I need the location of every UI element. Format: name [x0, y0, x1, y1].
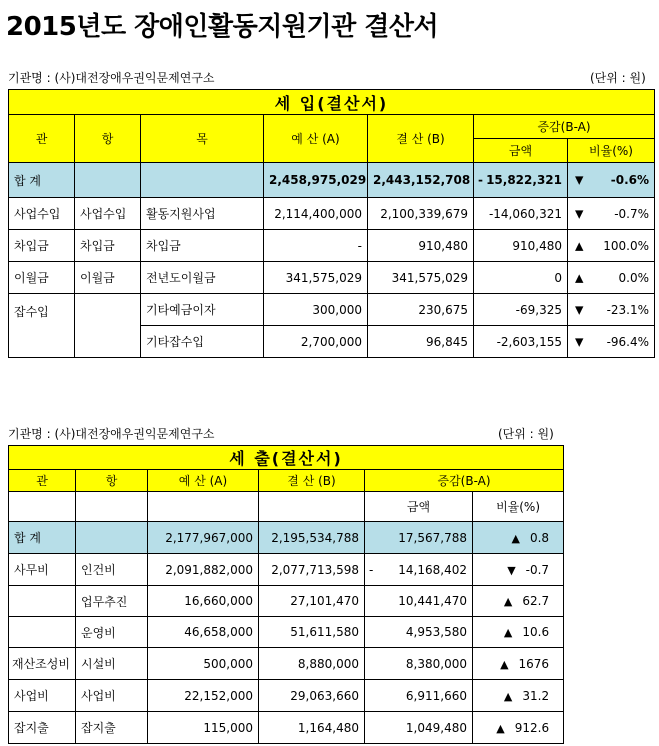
expense-total-label: 합 계 — [9, 522, 76, 554]
expense-rate-value: 1676 — [518, 656, 550, 671]
income-total-amount — [474, 163, 568, 198]
expense-settle: 1,164,480 — [259, 712, 365, 744]
income-mok: 전년도이월금 — [141, 262, 264, 294]
expense-gwan: 잡지출 — [9, 712, 76, 744]
up-triangle-icon: ▲ — [575, 271, 584, 284]
expense-amount — [365, 554, 473, 586]
up-triangle-icon: ▲ — [503, 689, 513, 703]
income-org-name: 기관명 : (사)대전장애우권익문제연구소 — [8, 71, 215, 85]
expense-amount: 1,049,480 — [365, 712, 473, 744]
income-hang: 이월금 — [75, 262, 141, 294]
income-rate — [568, 294, 655, 326]
up-triangle-icon: ▲ — [503, 626, 513, 639]
income-rate — [568, 230, 655, 262]
income-total-rate — [568, 163, 655, 198]
income-rate — [568, 262, 655, 294]
income-settle: 96,845 — [368, 326, 474, 358]
expense-header-change: 증감(B-A) — [365, 470, 564, 492]
expense-header-hang: 항 — [76, 470, 148, 492]
income-hang: 사업수입 — [75, 198, 141, 230]
expense-budget: 22,152,000 — [148, 680, 259, 712]
income-rate-value: 100.0% — [603, 238, 650, 253]
income-mok: 차입금 — [141, 230, 264, 262]
expense-amount: 4,953,580 — [365, 617, 473, 648]
expense-budget: 16,660,000 — [148, 586, 259, 617]
expense-gwan: 사무비 — [9, 554, 76, 586]
income-hang — [75, 294, 141, 358]
expense-gwan: 재산조성비 — [9, 648, 76, 680]
income-header-settle: 결 산 (B) — [368, 115, 474, 163]
income-hang: 차입금 — [75, 230, 141, 262]
table-row — [9, 712, 564, 744]
up-triangle-icon: ▲ — [575, 239, 584, 252]
expense-dash: - — [369, 562, 374, 577]
income-total-label: 합 계 — [9, 163, 75, 198]
income-rate-value: 0.0% — [618, 270, 650, 285]
expense-header-gwan: 관 — [9, 470, 76, 492]
income-mok: 기타예금이자 — [141, 294, 264, 326]
table-row — [9, 262, 655, 294]
expense-header-budget: 예 산 (A) — [148, 470, 259, 492]
income-settle: 341,575,029 — [368, 262, 474, 294]
income-budget: - — [264, 230, 368, 262]
income-total-rate-value: -0.6% — [610, 173, 650, 187]
expense-org-name: 기관명 : (사)대전장애우권익문제연구소 — [8, 427, 215, 441]
income-header-hang: 항 — [75, 115, 141, 163]
expense-total-rate — [473, 522, 564, 554]
income-budget: 2,114,400,000 — [264, 198, 368, 230]
income-gwan: 차입금 — [9, 230, 75, 262]
expense-rate — [473, 554, 564, 586]
expense-total-row — [9, 522, 564, 554]
expense-gwan: 사업비 — [9, 680, 76, 712]
expense-hang: 잡지출 — [76, 712, 148, 744]
table-row — [9, 680, 564, 712]
table-row — [9, 586, 564, 617]
up-triangle-icon: ▲ — [500, 657, 509, 671]
expense-subheader-budget — [148, 492, 259, 522]
up-triangle-icon: ▲ — [503, 595, 513, 608]
expense-subheader-settle — [259, 492, 365, 522]
income-total-dash: - — [478, 173, 483, 187]
expense-amount-value: 14,168,402 — [398, 562, 467, 577]
down-triangle-icon: ▼ — [575, 335, 584, 348]
income-rate-value: -0.7% — [614, 206, 650, 221]
income-amount: -2,603,155 — [474, 326, 568, 358]
expense-hang: 인건비 — [76, 554, 148, 586]
expense-header-rate: 비율(%) — [473, 492, 564, 522]
expense-rate — [473, 680, 564, 712]
expense-settle: 27,101,470 — [259, 586, 365, 617]
income-total-row — [9, 163, 655, 198]
expense-total-amount: 17,567,788 — [365, 522, 473, 554]
expense-budget: 115,000 — [148, 712, 259, 744]
expense-rate-value: 912.6 — [514, 720, 550, 735]
expense-settle: 51,611,580 — [259, 617, 365, 648]
income-gwan: 사업수입 — [9, 198, 75, 230]
table-row — [9, 617, 564, 648]
income-total-hang — [75, 163, 141, 198]
expense-subheader-hang — [76, 492, 148, 522]
expense-total-budget: 2,177,967,000 — [148, 522, 259, 554]
expense-rate-value: 10.6 — [522, 625, 550, 639]
income-budget: 2,700,000 — [264, 326, 368, 358]
table-row — [9, 230, 655, 262]
expense-total-settle: 2,195,534,788 — [259, 522, 365, 554]
income-settle: 230,675 — [368, 294, 474, 326]
expense-rate — [473, 586, 564, 617]
income-header-change: 증감(B-A) — [474, 115, 655, 139]
income-total-budget: 2,458,975,029 — [264, 163, 368, 198]
income-total-amount-value: 15,822,321 — [486, 173, 562, 187]
table-row — [9, 198, 655, 230]
table-row — [9, 294, 655, 326]
expense-settle: 2,077,713,598 — [259, 554, 365, 586]
expense-hang: 시설비 — [76, 648, 148, 680]
expense-total-hang — [76, 522, 148, 554]
expense-gwan — [9, 617, 76, 648]
expense-settle: 8,880,000 — [259, 648, 365, 680]
expense-rate-value: -0.7 — [525, 562, 550, 577]
income-gwan: 이월금 — [9, 262, 75, 294]
expense-gwan — [9, 586, 76, 617]
income-header-budget: 예 산 (A) — [264, 115, 368, 163]
income-rate — [568, 326, 655, 358]
income-amount: 910,480 — [474, 230, 568, 262]
expense-budget: 46,658,000 — [148, 617, 259, 648]
down-triangle-icon: ▼ — [575, 303, 584, 316]
expense-settle: 29,063,660 — [259, 680, 365, 712]
down-triangle-icon: ▼ — [575, 207, 584, 220]
expense-heading: 세 출(결산서) — [9, 446, 564, 470]
up-triangle-icon: ▲ — [511, 531, 520, 545]
expense-budget: 2,091,882,000 — [148, 554, 259, 586]
expense-total-rate-value: 0.8 — [529, 530, 550, 545]
expense-hang: 운영비 — [76, 617, 148, 648]
table-row — [9, 554, 564, 586]
expense-amount: 8,380,000 — [365, 648, 473, 680]
expense-table — [8, 445, 564, 744]
income-rate — [568, 198, 655, 230]
expense-header-amount: 금액 — [365, 492, 473, 522]
income-amount: 0 — [474, 262, 568, 294]
income-header-amount: 금액 — [474, 139, 568, 163]
down-triangle-icon: ▼ — [575, 173, 584, 187]
expense-amount: 10,441,470 — [365, 586, 473, 617]
expense-subheader-gwan — [9, 492, 76, 522]
income-total-mok — [141, 163, 264, 198]
table-row — [9, 648, 564, 680]
expense-header-settle: 결 산 (B) — [259, 470, 365, 492]
income-rate-value: -23.1% — [606, 302, 650, 317]
income-budget: 300,000 — [264, 294, 368, 326]
expense-rate — [473, 648, 564, 680]
expense-amount: 6,911,660 — [365, 680, 473, 712]
expense-rate-value: 31.2 — [522, 688, 550, 703]
expense-rate-value: 62.7 — [522, 594, 550, 608]
expense-hang: 사업비 — [76, 680, 148, 712]
expense-hang: 업무추진 — [76, 586, 148, 617]
income-unit: (단위 : 원) — [590, 71, 646, 85]
income-header-gwan: 관 — [9, 115, 75, 163]
income-amount: -69,325 — [474, 294, 568, 326]
income-settle: 2,100,339,679 — [368, 198, 474, 230]
income-header-mok: 목 — [141, 115, 264, 163]
expense-rate — [473, 617, 564, 648]
income-table — [8, 89, 655, 358]
income-heading: 세 입(결산서) — [9, 90, 655, 115]
up-triangle-icon: ▲ — [496, 721, 505, 735]
income-total-settle: 2,443,152,708 — [368, 163, 474, 198]
down-triangle-icon: ▼ — [507, 563, 516, 577]
income-mok: 활동지원사업 — [141, 198, 264, 230]
income-gwan: 잡수입 — [9, 294, 75, 358]
income-mok: 기타잡수입 — [141, 326, 264, 358]
income-rate-value: -96.4% — [606, 334, 650, 349]
document-title: 2015년도 장애인활동지원기관 결산서 — [6, 12, 439, 42]
expense-rate — [473, 712, 564, 744]
expense-budget: 500,000 — [148, 648, 259, 680]
expense-unit: (단위 : 원) — [498, 427, 554, 441]
income-amount: -14,060,321 — [474, 198, 568, 230]
income-budget: 341,575,029 — [264, 262, 368, 294]
income-settle: 910,480 — [368, 230, 474, 262]
income-header-rate: 비율(%) — [568, 139, 655, 163]
